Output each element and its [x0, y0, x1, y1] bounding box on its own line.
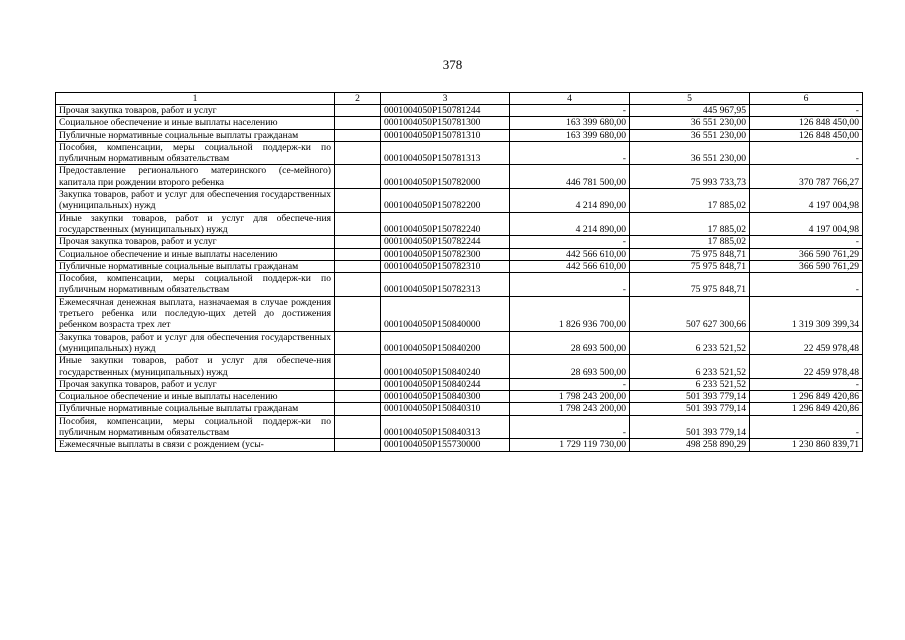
row-code: 0001004050P150840310: [381, 403, 510, 415]
row-code: 0001004050P150781310: [381, 129, 510, 141]
row-value-col5: 498 258 890,29: [630, 439, 750, 451]
row-description: Закупка товаров, работ и услуг для обеспечения государственных (муниципальных) нужд: [56, 189, 335, 213]
header-cell: 4: [510, 93, 630, 105]
row-value-col4: 446 781 500,00: [510, 165, 630, 189]
row-code: 0001004050P150782240: [381, 212, 510, 236]
row-description: Предоставление регионального материнского (се-мейного) капитала при рождении второго ребенка: [56, 165, 335, 189]
row-description: Прочая закупка товаров, работ и услуг: [56, 378, 335, 390]
row-value-col5: 17 885,02: [630, 236, 750, 248]
row-description: Публичные нормативные социальные выплаты гражданам: [56, 129, 335, 141]
row-value-col4: 163 399 680,00: [510, 117, 630, 129]
row-value-col4: -: [510, 236, 630, 248]
row-code: 0001004050P150781244: [381, 105, 510, 117]
table-row: [56, 331, 863, 355]
table-row: [56, 391, 863, 403]
row-value-col6: 366 590 761,29: [750, 260, 863, 272]
row-value-col6: 126 848 450,00: [750, 129, 863, 141]
row-column-2: [335, 105, 381, 117]
row-value-col4: 1 798 243 200,00: [510, 391, 630, 403]
row-value-col6: -: [750, 415, 863, 439]
row-code: 0001004050P150840000: [381, 296, 510, 331]
row-value-col6: -: [750, 273, 863, 297]
row-code: 0001004050P150782310: [381, 260, 510, 272]
row-code: 0001004050P150840244: [381, 378, 510, 390]
row-description: Социальное обеспечение и иные выплаты населению: [56, 391, 335, 403]
table-row: [56, 273, 863, 297]
row-value-col6: -: [750, 105, 863, 117]
row-code: 0001004050P150840313: [381, 415, 510, 439]
row-column-2: [335, 378, 381, 390]
row-code: 0001004050P150782244: [381, 236, 510, 248]
table-row: [56, 248, 863, 260]
row-value-col6: 1 319 309 399,34: [750, 296, 863, 331]
row-code: 0001004050P155730000: [381, 439, 510, 451]
row-description: Иные закупки товаров, работ и услуг для обеспече-ния государственных (муниципальных) нужд: [56, 355, 335, 379]
row-description: Ежемесячные выплаты в связи с рождением (усы-: [56, 439, 335, 451]
row-value-col6: 366 590 761,29: [750, 248, 863, 260]
row-description: Социальное обеспечение и иные выплаты населению: [56, 117, 335, 129]
table-row: [56, 415, 863, 439]
budget-table: [55, 92, 863, 452]
header-cell: 2: [335, 93, 381, 105]
header-cell: 5: [630, 93, 750, 105]
row-value-col6: -: [750, 378, 863, 390]
row-value-col6: 1 296 849 420,86: [750, 391, 863, 403]
table-row: [56, 236, 863, 248]
row-value-col5: 6 233 521,52: [630, 378, 750, 390]
row-value-col6: 370 787 766,27: [750, 165, 863, 189]
row-description: Социальное обеспечение и иные выплаты населению: [56, 248, 335, 260]
row-description: Иные закупки товаров, работ и услуг для обеспече-ния государственных (муниципальных) нужд: [56, 212, 335, 236]
table-header-row: [56, 93, 863, 105]
row-description: Пособия, компенсации, меры социальной поддерж-ки по публичным нормативным обязательствам: [56, 141, 335, 165]
row-column-2: [335, 141, 381, 165]
row-column-2: [335, 391, 381, 403]
row-column-2: [335, 296, 381, 331]
row-value-col4: 442 566 610,00: [510, 248, 630, 260]
row-value-col6: 22 459 978,48: [750, 355, 863, 379]
row-value-col5: 36 551 230,00: [630, 129, 750, 141]
row-column-2: [335, 331, 381, 355]
table-row: [56, 439, 863, 451]
row-value-col5: 75 975 848,71: [630, 273, 750, 297]
row-description: Закупка товаров, работ и услуг для обеспечения государственных (муниципальных) нужд: [56, 331, 335, 355]
table-row: [56, 296, 863, 331]
row-value-col4: -: [510, 273, 630, 297]
table-row: [56, 260, 863, 272]
table-row: [56, 355, 863, 379]
row-value-col5: 501 393 779,14: [630, 415, 750, 439]
row-value-col4: 1 798 243 200,00: [510, 403, 630, 415]
row-value-col4: -: [510, 378, 630, 390]
table-row: [56, 212, 863, 236]
row-value-col6: 126 848 450,00: [750, 117, 863, 129]
row-value-col4: 4 214 890,00: [510, 189, 630, 213]
row-code: 0001004050P150840240: [381, 355, 510, 379]
row-column-2: [335, 129, 381, 141]
row-description: Пособия, компенсации, меры социальной поддерж-ки по публичным нормативным обязательствам: [56, 415, 335, 439]
row-value-col5: 36 551 230,00: [630, 117, 750, 129]
row-code: 0001004050P150782300: [381, 248, 510, 260]
row-value-col6: -: [750, 236, 863, 248]
row-value-col5: 6 233 521,52: [630, 331, 750, 355]
row-value-col4: -: [510, 415, 630, 439]
row-code: 0001004050P150840300: [381, 391, 510, 403]
row-value-col4: 1 729 119 730,00: [510, 439, 630, 451]
row-description: Пособия, компенсации, меры социальной поддерж-ки по публичным нормативным обязательствам: [56, 273, 335, 297]
row-column-2: [335, 117, 381, 129]
row-value-col5: 17 885,02: [630, 189, 750, 213]
table-row: [56, 165, 863, 189]
row-value-col5: 36 551 230,00: [630, 141, 750, 165]
row-description: Прочая закупка товаров, работ и услуг: [56, 236, 335, 248]
row-column-2: [335, 355, 381, 379]
row-value-col5: 75 975 848,71: [630, 248, 750, 260]
row-value-col4: -: [510, 141, 630, 165]
table-row: [56, 141, 863, 165]
row-value-col5: 17 885,02: [630, 212, 750, 236]
row-code: 0001004050P150782200: [381, 189, 510, 213]
row-value-col4: 442 566 610,00: [510, 260, 630, 272]
row-column-2: [335, 212, 381, 236]
table-body: [56, 105, 863, 452]
row-value-col4: 163 399 680,00: [510, 129, 630, 141]
row-column-2: [335, 415, 381, 439]
table-row: [56, 129, 863, 141]
row-value-col5: 501 393 779,14: [630, 391, 750, 403]
row-value-col4: 28 693 500,00: [510, 331, 630, 355]
table-row: [56, 378, 863, 390]
row-value-col5: 501 393 779,14: [630, 403, 750, 415]
row-code: 0001004050P150782313: [381, 273, 510, 297]
row-value-col5: 507 627 300,66: [630, 296, 750, 331]
row-value-col5: 75 975 848,71: [630, 260, 750, 272]
row-description: Публичные нормативные социальные выплаты гражданам: [56, 260, 335, 272]
table-row: [56, 189, 863, 213]
row-description: Прочая закупка товаров, работ и услуг: [56, 105, 335, 117]
row-value-col5: 6 233 521,52: [630, 355, 750, 379]
row-value-col6: -: [750, 141, 863, 165]
row-code: 0001004050P150781300: [381, 117, 510, 129]
row-description: Публичные нормативные социальные выплаты гражданам: [56, 403, 335, 415]
row-value-col6: 4 197 004,98: [750, 212, 863, 236]
header-cell: 6: [750, 93, 863, 105]
row-value-col4: 28 693 500,00: [510, 355, 630, 379]
row-value-col4: -: [510, 105, 630, 117]
row-column-2: [335, 189, 381, 213]
row-column-2: [335, 403, 381, 415]
row-value-col4: 4 214 890,00: [510, 212, 630, 236]
header-cell: 1: [56, 93, 335, 105]
table-row: [56, 403, 863, 415]
row-value-col6: 1 230 860 839,71: [750, 439, 863, 451]
row-description: Ежемесячная денежная выплата, назначаемая в случае рождения третьего ребенка или последую-щих детей до достижения ребенком возраста трех лет: [56, 296, 335, 331]
row-code: 0001004050P150840200: [381, 331, 510, 355]
row-value-col5: 75 993 733,73: [630, 165, 750, 189]
row-column-2: [335, 260, 381, 272]
row-column-2: [335, 439, 381, 451]
row-column-2: [335, 165, 381, 189]
row-value-col5: 445 967,95: [630, 105, 750, 117]
row-column-2: [335, 273, 381, 297]
row-column-2: [335, 236, 381, 248]
row-value-col6: 1 296 849 420,86: [750, 403, 863, 415]
page-number: 378: [442, 57, 463, 72]
row-column-2: [335, 248, 381, 260]
header-cell: 3: [381, 93, 510, 105]
table-row: [56, 105, 863, 117]
row-value-col4: 1 826 936 700,00: [510, 296, 630, 331]
table-row: [56, 117, 863, 129]
row-value-col6: 4 197 004,98: [750, 189, 863, 213]
row-value-col6: 22 459 978,48: [750, 331, 863, 355]
row-code: 0001004050P150781313: [381, 141, 510, 165]
row-code: 0001004050P150782000: [381, 165, 510, 189]
